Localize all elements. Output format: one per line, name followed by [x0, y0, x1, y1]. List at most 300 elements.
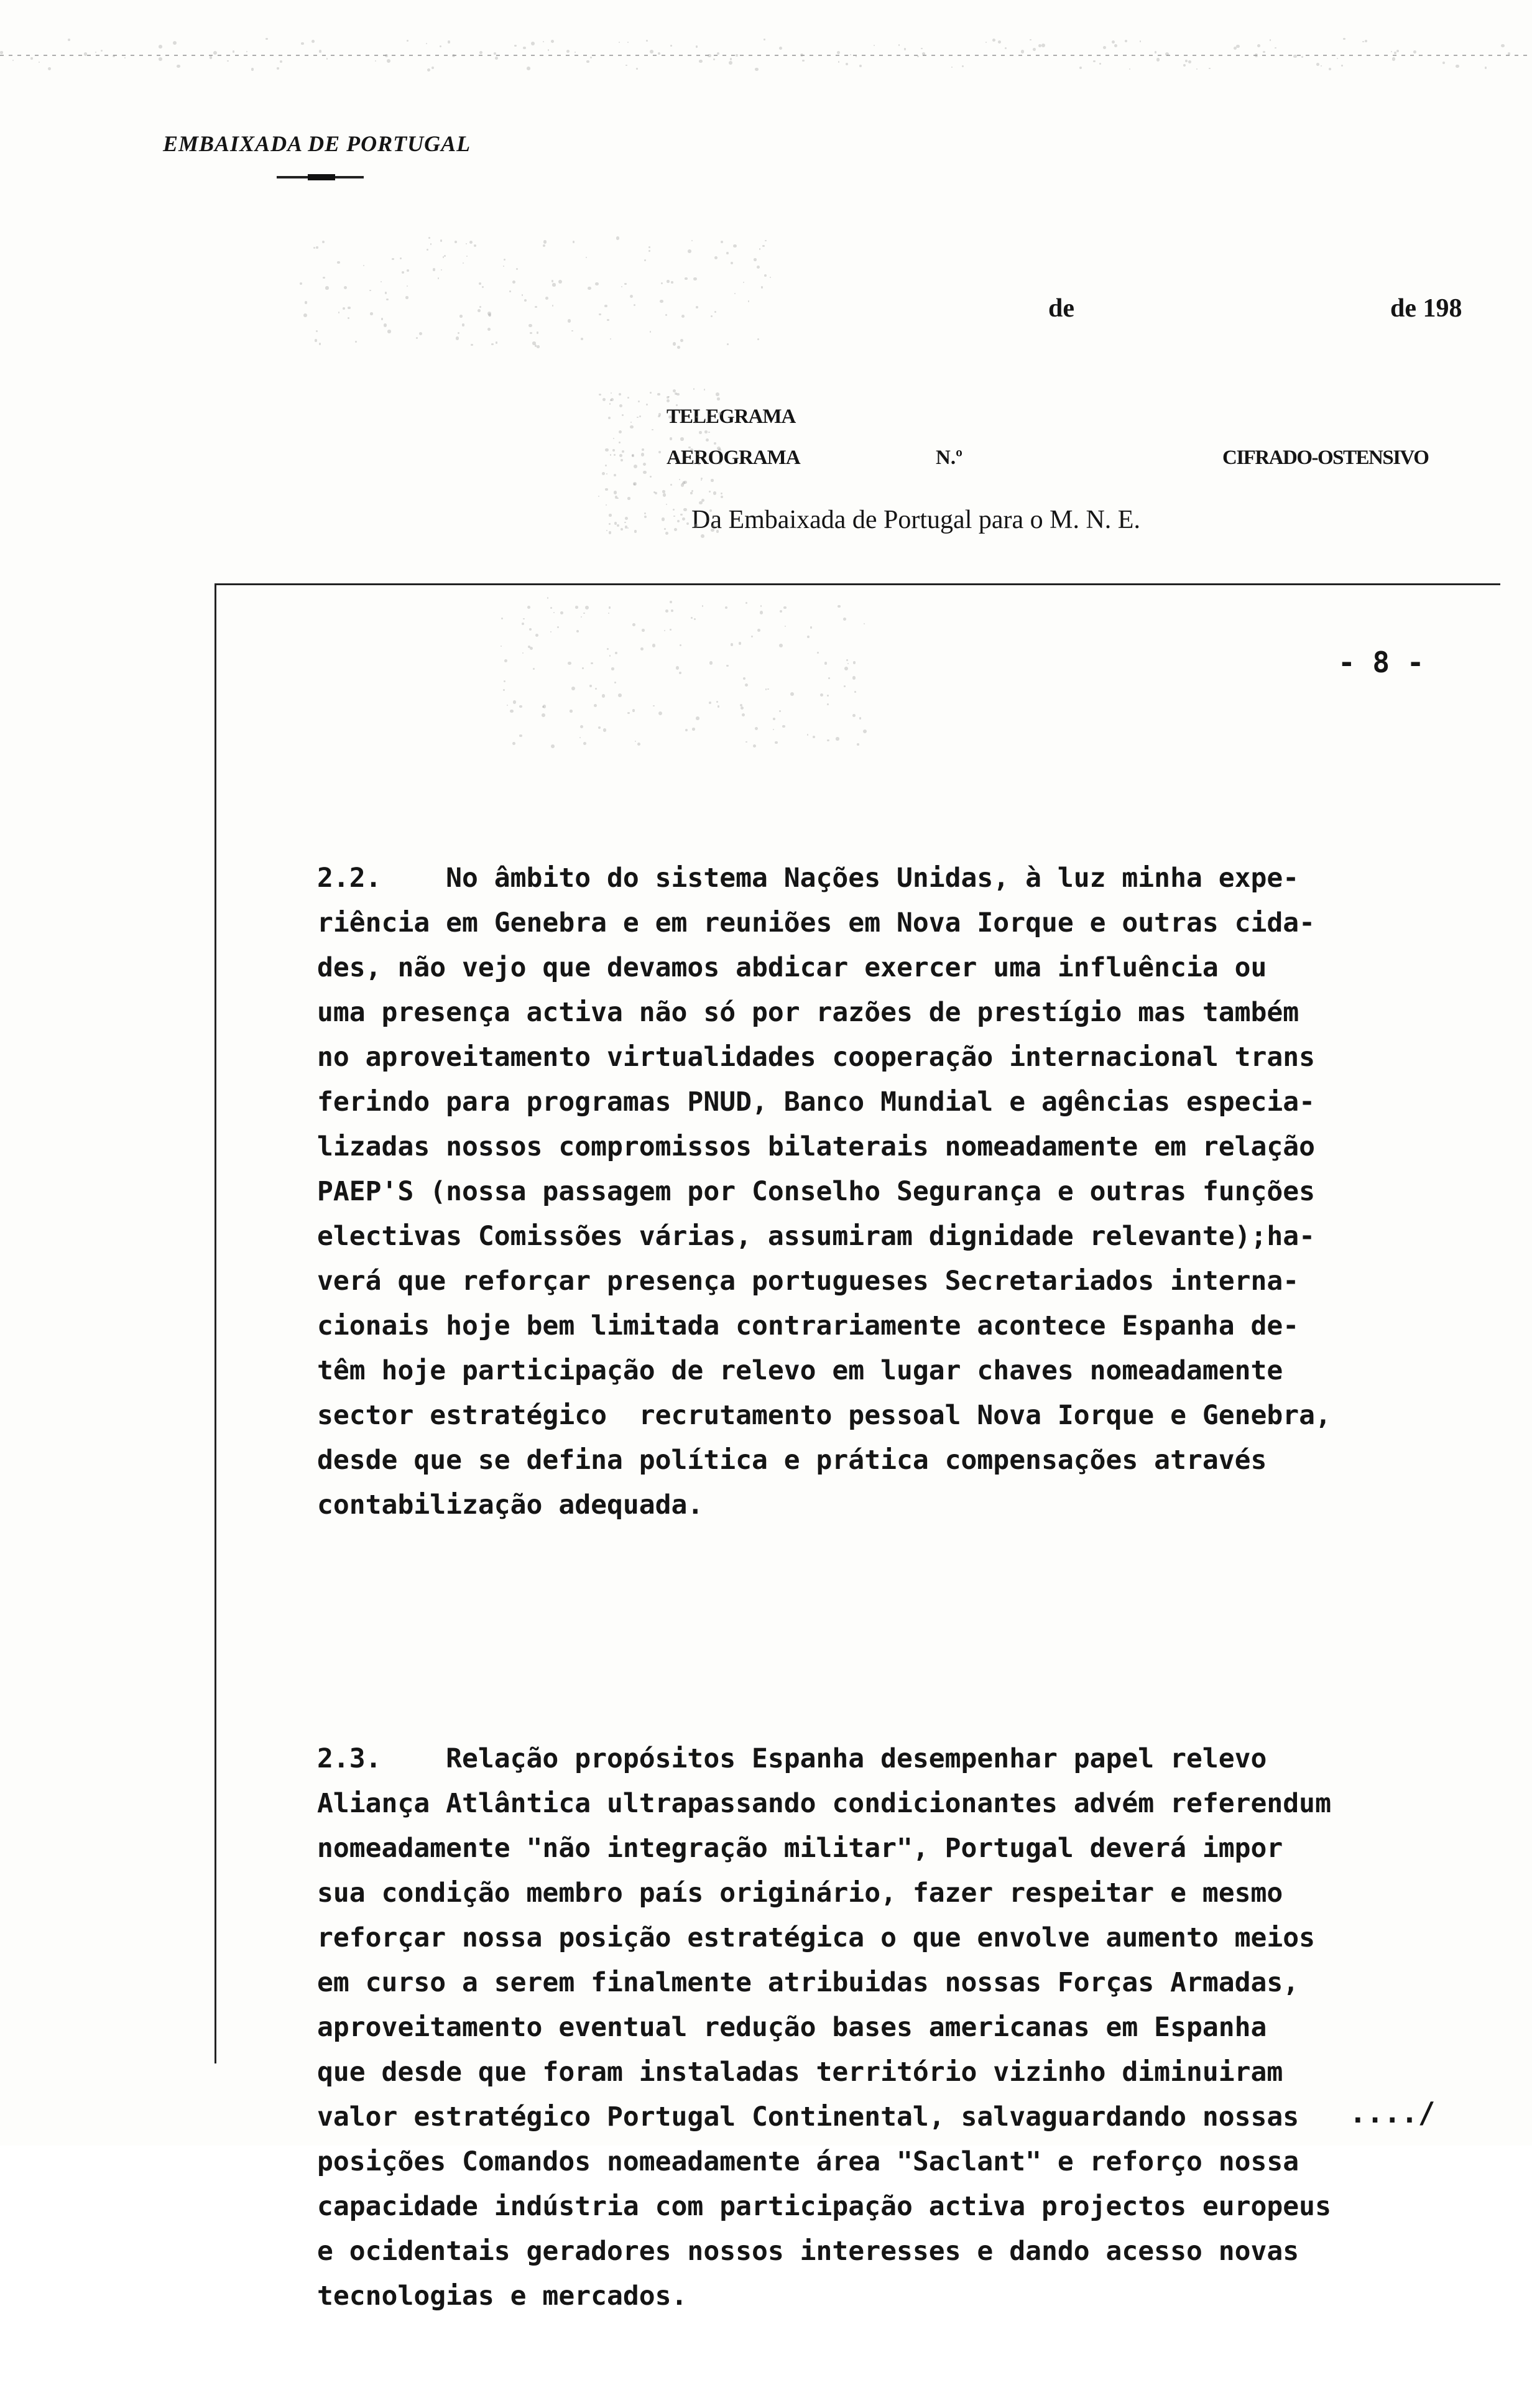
scan-speck — [471, 344, 473, 346]
scan-speck — [726, 665, 729, 667]
text-line: valor estratégico Portugal Continental, salvaguardando nossas — [317, 2101, 1299, 2132]
scan-speck — [844, 667, 848, 670]
scan-speck — [714, 442, 716, 445]
scan-speck — [1301, 56, 1303, 58]
scan-speck — [622, 414, 624, 416]
scan-speck — [679, 672, 681, 674]
scan-speck — [643, 471, 646, 474]
scan-speck — [653, 705, 654, 706]
text-line: no aproveitamento virtualidades cooperação internacional trans — [317, 1042, 1316, 1073]
scan-speck — [836, 737, 839, 741]
scan-speck — [610, 338, 611, 340]
scan-speck — [1155, 51, 1156, 53]
scan-speck — [714, 311, 716, 313]
scan-speck — [441, 269, 442, 271]
scan-speck — [1413, 50, 1416, 53]
scan-speck — [589, 685, 591, 687]
scan-speck — [338, 312, 340, 313]
scan-speck — [598, 496, 600, 498]
scan-speck — [95, 52, 96, 53]
scan-speck — [783, 606, 787, 609]
scan-speck — [985, 42, 987, 43]
scan-speck — [305, 301, 307, 303]
scan-speck — [673, 342, 676, 346]
scan-speck — [621, 528, 623, 530]
scan-speck — [233, 50, 234, 52]
scan-speck — [682, 517, 686, 521]
scan-speck — [739, 642, 742, 645]
scan-speck — [355, 341, 357, 343]
scan-speck — [602, 398, 606, 401]
scan-speck — [731, 262, 733, 264]
scan-speck — [664, 528, 666, 530]
scan-speck — [573, 241, 574, 243]
scan-speck — [550, 631, 552, 633]
paragraph-2-3 — [317, 1736, 1474, 2318]
scan-speck — [590, 57, 592, 58]
scan-speck — [12, 60, 14, 61]
scan-speck — [711, 529, 714, 532]
scan-speck — [469, 241, 473, 244]
scan-speck — [726, 252, 729, 254]
scan-speck — [810, 626, 813, 629]
scan-speck — [668, 396, 670, 398]
scan-speck — [699, 431, 702, 434]
scan-speck — [696, 716, 699, 720]
scan-speck — [466, 243, 467, 244]
scan-speck — [859, 65, 862, 67]
scan-speck — [606, 504, 607, 506]
scan-speck — [551, 744, 555, 748]
scan-speck — [962, 65, 964, 68]
scan-speck — [316, 246, 318, 248]
scan-speck — [734, 293, 736, 294]
scan-speck — [917, 55, 919, 57]
scan-speck — [644, 259, 646, 261]
scan-speck — [609, 403, 611, 404]
scan-speck — [1114, 44, 1117, 47]
scan-speck — [303, 313, 307, 317]
scan-speck — [39, 62, 40, 63]
scan-speck — [635, 741, 636, 742]
scan-speck — [607, 319, 609, 322]
scan-speck — [452, 54, 455, 57]
scan-speck — [813, 736, 815, 738]
scan-speck — [489, 315, 491, 317]
scan-speck — [479, 306, 481, 308]
scan-speck — [627, 712, 630, 715]
scan-speck — [311, 40, 315, 43]
scan-speck — [440, 45, 441, 47]
scan-speck — [1501, 44, 1504, 47]
scan-speck — [773, 729, 775, 731]
scan-speck — [315, 339, 318, 342]
scan-speck — [632, 455, 634, 456]
scan-speck — [1129, 68, 1131, 70]
scan-speck — [754, 258, 757, 261]
scan-speck — [543, 244, 545, 247]
scan-speck — [427, 68, 431, 72]
scan-speck — [859, 717, 862, 720]
scan-speck — [514, 45, 516, 47]
scan-speck — [431, 67, 434, 69]
scan-speck — [512, 280, 515, 284]
scan-speck — [548, 49, 550, 51]
scan-speck — [440, 239, 442, 241]
scan-speck — [665, 609, 668, 613]
scan-speck — [757, 338, 759, 340]
scan-speck — [1188, 60, 1191, 63]
scan-speck — [745, 741, 747, 743]
scan-speck — [680, 437, 683, 440]
scan-speck — [1005, 47, 1007, 49]
scan-speck — [852, 714, 856, 717]
scan-speck — [671, 281, 673, 284]
text-line: sua condição membro país originário, fazer respeitar e mesmo — [317, 1878, 1283, 1909]
scan-speck — [595, 688, 597, 690]
scan-speck — [504, 659, 507, 662]
scan-speck — [159, 45, 162, 49]
scan-speck — [619, 404, 622, 407]
text-line: nomeadamente "não integração militar", Portugal deverá impor — [317, 1833, 1283, 1864]
scan-speck — [568, 662, 571, 665]
scan-speck — [764, 274, 767, 277]
scan-speck — [717, 447, 721, 450]
scan-speck — [1270, 39, 1271, 40]
scan-speck — [634, 465, 637, 468]
scan-speck — [650, 476, 651, 477]
scan-speck — [670, 45, 672, 47]
scan-speck — [523, 618, 524, 619]
scan-speck — [639, 415, 641, 417]
scan-speck — [652, 644, 655, 647]
scan-speck — [407, 285, 408, 287]
scan-speck — [48, 67, 51, 70]
scan-speck — [824, 662, 828, 665]
scan-speck — [381, 281, 382, 282]
scan-speck — [580, 725, 583, 728]
scan-speck — [558, 280, 562, 284]
scan-speck — [300, 282, 302, 285]
text-line: uma presença activa não só por razões de prestígio mas também — [317, 997, 1299, 1028]
scan-speck — [173, 41, 177, 45]
scan-speck — [673, 516, 675, 517]
scan-speck — [610, 399, 612, 401]
scan-speck — [381, 318, 383, 320]
scan-speck — [124, 57, 126, 58]
text-line: reforçar nossa posição estratégica o que envolve aumento meios — [317, 1922, 1316, 1953]
scan-speck — [487, 328, 491, 331]
scan-speck — [828, 677, 830, 679]
scan-speck — [992, 39, 995, 42]
scan-speck — [599, 313, 601, 315]
text-line: que desde que foram instaladas território vizinho diminuiram — [317, 2057, 1283, 2088]
scan-speck — [1125, 40, 1127, 42]
scan-speck — [1255, 53, 1258, 57]
scan-speck — [670, 484, 672, 486]
message-type-aerogram: AEROGRAMA — [667, 447, 800, 469]
text-line: lizadas nossos compromissos bilaterais nomeadamente em relação — [317, 1131, 1316, 1162]
scan-speck — [1156, 58, 1160, 62]
scan-speck — [844, 685, 846, 687]
scan-speck — [717, 397, 720, 401]
text-line: cionais hoje bem limitada contrariamente acontece Espanha de- — [317, 1310, 1299, 1341]
scan-speck — [1394, 52, 1396, 54]
scan-speck — [466, 256, 468, 257]
scan-speck — [553, 612, 555, 613]
scan-speck — [599, 394, 601, 396]
scan-speck — [690, 492, 692, 494]
scan-speck — [583, 742, 586, 745]
scan-speck — [658, 415, 660, 417]
scan-speck — [463, 262, 464, 264]
scan-speck — [847, 663, 849, 664]
text-line: sector estratégico recrutamento pessoal Nova Iorque e Genebra, — [317, 1400, 1331, 1431]
scan-speck — [904, 48, 906, 50]
scan-speck — [693, 388, 694, 389]
scan-speck — [337, 261, 340, 264]
scan-speck — [713, 491, 716, 494]
text-line: e ocidentais geradores nossos interesses e dando acesso novas — [317, 2236, 1299, 2267]
scan-speck — [632, 623, 635, 626]
scan-speck — [676, 393, 680, 396]
scan-speck — [177, 65, 180, 68]
scan-speck — [660, 300, 663, 303]
text-line: posições Comandos nomeadamente área "Saclant" e reforço nossa — [317, 2146, 1299, 2177]
scan-speck — [627, 42, 629, 43]
scan-speck — [1041, 44, 1045, 47]
text-line: desde que se defina política e prática compensações através — [317, 1445, 1267, 1476]
scan-speck — [478, 309, 481, 312]
scan-speck — [685, 277, 688, 280]
scan-speck — [618, 693, 622, 697]
scan-speck — [611, 667, 614, 670]
scan-speck — [753, 744, 756, 748]
scan-speck — [101, 50, 103, 52]
scan-speck — [1391, 51, 1392, 52]
scan-speck — [407, 40, 408, 42]
scan-speck — [670, 629, 671, 631]
scan-speck — [767, 688, 769, 690]
scan-speck — [770, 277, 771, 278]
scan-speck — [1343, 38, 1345, 40]
scan-speck — [1341, 65, 1342, 66]
scan-speck — [642, 448, 644, 451]
scan-speck — [743, 282, 744, 283]
scan-speck — [785, 626, 786, 627]
scan-speck — [551, 40, 554, 43]
scan-speck — [375, 60, 376, 62]
scan-speck — [714, 256, 718, 259]
scan-speck — [670, 437, 673, 440]
scan-speck — [1329, 68, 1331, 70]
scan-speck — [1093, 60, 1095, 62]
scan-speck — [588, 287, 591, 290]
scan-speck — [671, 609, 673, 612]
scan-speck — [638, 401, 640, 403]
scan-speck — [527, 67, 530, 70]
scan-speck — [344, 286, 347, 289]
date-field-year: de 198 — [1390, 294, 1462, 323]
scan-speck — [479, 282, 481, 285]
scan-speck — [458, 332, 459, 334]
scan-speck — [760, 605, 762, 607]
scan-speck — [519, 734, 522, 737]
text-line: ferindo para programas PNUD, Banco Mundial e agências especia- — [317, 1086, 1316, 1118]
scan-speck — [721, 241, 723, 243]
scan-speck — [745, 683, 748, 687]
scan-speck — [733, 244, 737, 248]
scan-speck — [1030, 39, 1031, 40]
scan-speck — [607, 648, 609, 650]
scan-speck — [614, 491, 617, 494]
scan-speck — [1033, 48, 1036, 51]
scan-speck — [643, 463, 646, 466]
scan-speck — [529, 628, 532, 631]
scan-speck — [522, 294, 524, 296]
scan-speck — [1321, 65, 1322, 67]
scan-speck — [662, 517, 665, 521]
scan-speck — [227, 60, 228, 62]
scan-speck — [716, 392, 719, 396]
scan-speck — [640, 647, 644, 651]
scan-speck — [685, 729, 688, 731]
scan-speck — [682, 481, 685, 484]
text-line: Aliança Atlântica ultrapassando condicionantes advém referendum — [317, 1788, 1331, 1819]
scan-speck — [759, 248, 761, 250]
scan-speck — [632, 709, 635, 712]
scan-speck — [713, 58, 715, 60]
scan-speck — [603, 728, 607, 732]
text-line: des, não vejo que devamos abdicar exercer uma influência ou — [317, 952, 1267, 983]
scan-speck — [658, 451, 661, 453]
scan-speck — [479, 51, 482, 54]
scan-speck — [743, 677, 745, 680]
scan-speck — [501, 646, 502, 647]
scan-speck — [433, 268, 435, 271]
scan-speck — [523, 47, 525, 49]
scan-speck — [605, 465, 607, 466]
scan-speck — [696, 306, 698, 308]
scan-speck — [550, 607, 552, 609]
scan-speck — [385, 54, 388, 57]
scan-speck — [598, 726, 601, 729]
scan-speck — [721, 493, 722, 494]
scan-speck — [667, 280, 669, 282]
scan-speck — [416, 337, 418, 339]
scan-speck — [709, 661, 713, 665]
scan-speck — [779, 710, 781, 712]
scan-speck — [711, 479, 713, 481]
scan-speck — [674, 528, 677, 531]
scan-speck — [718, 705, 720, 708]
text-line: 2.3. Relação propósitos Espanha desempenhar papel relevo — [317, 1743, 1267, 1774]
scan-speck — [898, 44, 900, 45]
scan-speck — [619, 454, 622, 457]
scan-speck — [407, 269, 409, 272]
scan-speck — [322, 241, 325, 243]
scan-speck — [627, 397, 629, 399]
scan-speck — [1196, 68, 1198, 70]
page-number: - 8 - — [1338, 646, 1424, 679]
scan-speck — [348, 317, 349, 319]
scan-speck — [582, 667, 583, 669]
scan-speck — [426, 43, 427, 44]
scan-speck — [740, 704, 742, 706]
scan-speck — [504, 259, 505, 260]
scan-speck — [951, 67, 953, 68]
scan-speck — [680, 644, 681, 646]
continued-mark: ..../ — [1349, 2096, 1436, 2129]
scan-speck — [644, 512, 646, 514]
scan-speck — [680, 514, 682, 516]
text-line: PAEP'S (nossa passagem por Conselho Segurança e outras funções — [317, 1176, 1316, 1207]
scan-speck — [748, 300, 749, 302]
paragraph-gap — [317, 1617, 1474, 1647]
scan-speck — [552, 283, 555, 286]
scan-speck — [501, 618, 503, 619]
scan-speck — [606, 530, 608, 532]
scan-speck — [727, 343, 729, 345]
scan-speck — [405, 296, 408, 299]
scan-speck — [1038, 44, 1041, 47]
scan-speck — [323, 277, 325, 279]
scan-speck — [456, 336, 459, 340]
scan-speck — [494, 52, 496, 55]
scan-speck — [827, 703, 829, 705]
scan-speck — [641, 453, 645, 456]
scan-speck — [648, 246, 650, 248]
scan-speck — [725, 606, 727, 609]
scan-speck — [755, 727, 758, 730]
scan-speck — [627, 527, 629, 529]
scan-speck — [385, 292, 387, 294]
scan-speck — [622, 450, 624, 453]
scan-speck — [721, 496, 723, 498]
scan-speck — [718, 412, 722, 415]
scan-speck — [765, 688, 767, 690]
scan-speck — [664, 630, 665, 631]
scan-speck — [751, 636, 754, 638]
text-line: riência em Genebra e em reuniões em Nova Iorque e outras cida- — [317, 907, 1316, 938]
scan-speck — [663, 493, 667, 497]
scan-speck — [922, 52, 925, 55]
scan-speck — [0, 51, 2, 53]
scan-speck — [708, 432, 710, 433]
scan-speck — [428, 237, 430, 238]
scan-speck — [642, 629, 645, 632]
scan-speck — [676, 666, 679, 669]
scan-speck — [624, 522, 626, 524]
scan-speck — [630, 425, 634, 429]
scan-speck — [691, 617, 692, 618]
scan-speck — [630, 422, 632, 423]
scan-speck — [706, 438, 709, 442]
scan-speck — [609, 514, 611, 516]
scan-speck — [729, 61, 732, 65]
scan-speck — [586, 60, 589, 63]
scan-speck — [113, 55, 115, 57]
scan-speck — [846, 63, 848, 65]
scan-speck — [760, 611, 763, 614]
scan-speck — [719, 462, 721, 465]
scan-speck — [621, 286, 623, 288]
scan-speck — [84, 52, 88, 56]
scan-speck — [713, 515, 715, 517]
scan-speck — [694, 524, 698, 527]
scan-speck — [670, 601, 672, 603]
sender-recipient-line: Da Embaixada de Portugal para o M. N. E. — [691, 506, 1140, 534]
